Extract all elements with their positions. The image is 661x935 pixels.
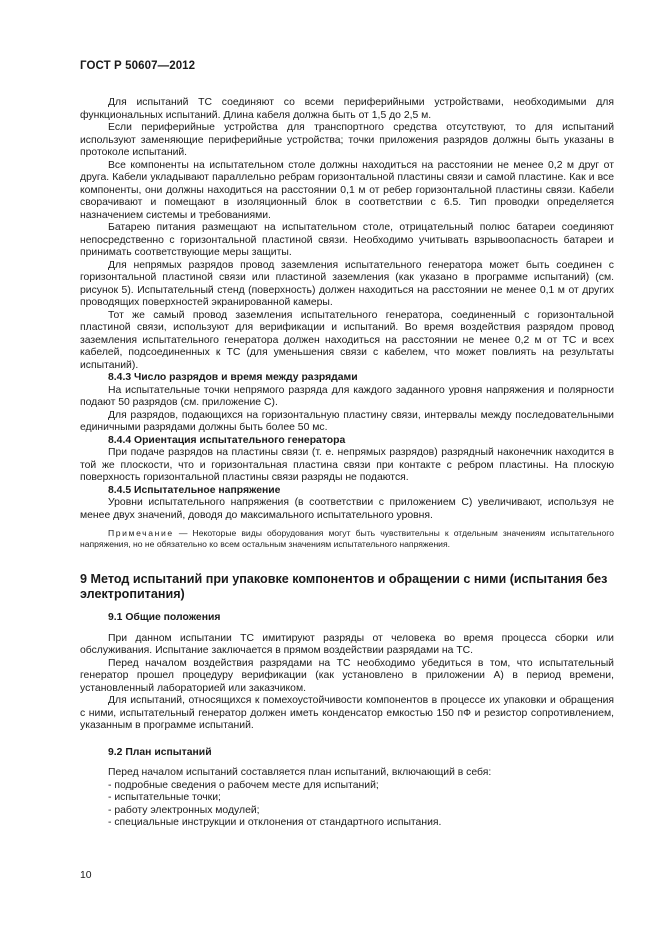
document-body: [80, 97, 614, 830]
section-heading-9: 9 Метод испытаний при упаковке компонентов и обращении с ними (испытания без электропитания): [80, 572, 608, 602]
section-heading-9-2: 9.2 План испытаний: [108, 746, 212, 758]
note-text: — Некоторые виды оборудования могут быть чувствительны к отдельным значениям испытательного напряжения, но не обязательно ко всем остальным значениям испытательного напряжения.: [80, 528, 614, 549]
paragraph: Если периферийные устройства для транспортного средства отсутствуют, то для испытаний используют заменяющие периферийные устройства; точки приложения разрядов должны быть указаны в протоколе испытаний.: [80, 122, 614, 158]
document-header: ГОСТ Р 50607—2012: [80, 60, 196, 72]
paragraph: Перед началом испытаний составляется план испытаний, включающий в себя:: [108, 767, 492, 779]
list-item: - работу электронных модулей;: [108, 804, 260, 816]
list-item: - подробные сведения о рабочем месте для испытаний;: [108, 779, 379, 791]
paragraph: При подаче разрядов на пластины связи (т. е. непрямых разрядов) разрядный наконечник находится в той же плоскости, что и горизонтальная пластина связи при контакте с ребром пластины. На плоскую поверхность горизонтальной пластины связи разряды не подаются.: [80, 447, 614, 483]
list-item: - специальные инструкции и отклонения от стандартного испытания.: [108, 817, 442, 829]
paragraph: При данном испытании ТС имитируют разряды от человека во время процесса сборки или обслуживания. Испытание заключается в прямом воздействии разрядами на ТС.: [80, 632, 614, 657]
paragraph: Батарею питания размещают на испытательном столе, отрицательный полюс батареи соединяют непосредственно с горизонтальной пластиной связи. Необходимо учитывать взрывоопасность батареи и принимать соответствующие меры защиты.: [80, 222, 614, 258]
note: [80, 528, 614, 549]
paragraph: Уровни испытательного напряжения (в соответствии с приложением С) увеличивают, используя не менее двух значений, доводя до максимального испытательного уровня.: [80, 497, 614, 521]
note-lead: Примечание: [108, 528, 174, 538]
paragraph: Для непрямых разрядов провод заземления испытательного генератора может быть соединен с горизонтальной пластиной связи или пластиной заземления (как указано в программе испытаний) (см. рисунок 5). Испытательный стенд (поверхность) должен находиться на расстоянии не менее 0,1 м от других проводящих поверхностей экранированной камеры.: [80, 259, 614, 308]
paragraph: Все компоненты на испытательном столе должны находиться на расстоянии не менее 0,2 м друг от друга. Кабели укладывают параллельно ребрам горизонтальной пластины связи и самой пластине. Как и все компоненты, они должны находиться на расстоянии 0,1 м от ребер горизонтальной пластины связи. Кабели сворачивают и помещают в изоляционный блок в соответствии с 6.5. Тип проводки определяется назначением системы и требованиями.: [80, 159, 614, 221]
list-item: - испытательные точки;: [108, 792, 221, 804]
paragraph: На испытательные точки непрямого разряда для каждого заданного уровня напряжения и полярности подают 50 разрядов (см. приложение С).: [80, 384, 614, 408]
page-number: 10: [80, 870, 92, 881]
paragraph: Для испытаний, относящихся к помехоустойчивости компонентов в процессе их упаковки и обращения с ними, испытательный генератор должен иметь конденсатор емкостью 150 пФ и резистор сопротивлением, указанным в программе испытаний.: [80, 695, 614, 732]
paragraph: Перед началом воздействия разрядами на ТС необходимо убедиться в том, что испытательный генератор прошел процедуру верификации (как установлено в приложении А) в период времени, установленный лабораторией или заказчиком.: [80, 657, 614, 694]
section-heading-9-1: 9.1 Общие положения: [108, 612, 221, 624]
section-heading-8-4-3: 8.4.3 Число разрядов и время между разрядами: [108, 372, 358, 383]
paragraph: Для разрядов, подающихся на горизонтальную пластину связи, интервалы между последовательными единичными разрядами должны быть более 50 мс.: [80, 409, 614, 433]
section-heading-8-4-5: 8.4.5 Испытательное напряжение: [108, 484, 281, 496]
paragraph: Для испытаний ТС соединяют со всеми периферийными устройствами, необходимыми для функциональных испытаний. Длина кабеля должна быть от 1,5 до 2,5 м.: [80, 97, 614, 121]
paragraph: Тот же самый провод заземления испытательного генератора, соединенный с горизонтальной пластиной связи, используют для верификации и испытаний. Во время воздействия разрядом провод заземления испытательного генератора должен находиться на расстоянии не менее 0,2 м от ТС и всех кабелей, подсоединенных к ТС (для уменьшения связи с кабелем, что может повлиять на результаты испытаний).: [80, 309, 614, 371]
section-heading-8-4-4: 8.4.4 Ориентация испытательного генератора: [108, 434, 346, 446]
